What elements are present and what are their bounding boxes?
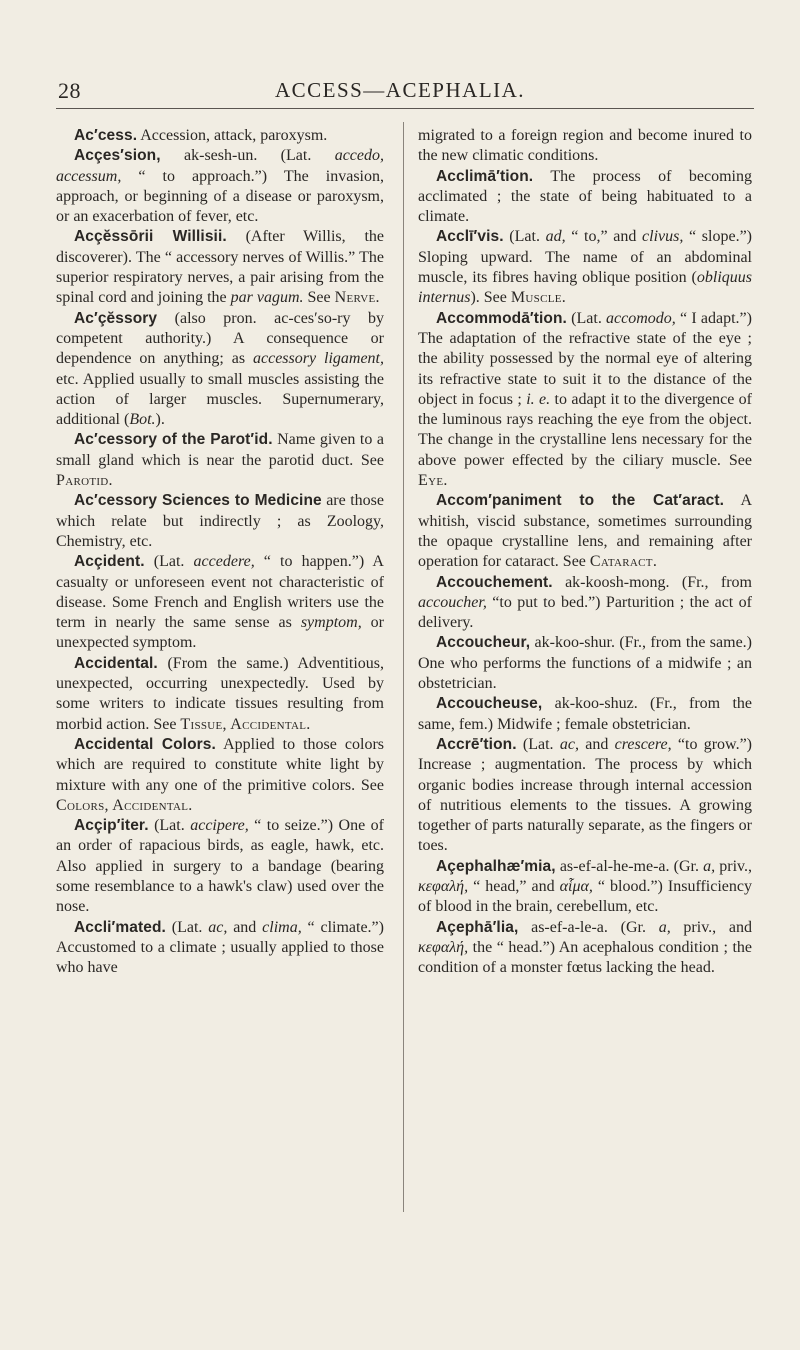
entry-italic-text: accoucher, <box>418 593 487 611</box>
dictionary-entry <box>418 735 752 857</box>
entry-text: “ head,” and <box>468 877 560 895</box>
entry-text: ak-koosh-mong. (Fr., from <box>552 573 752 591</box>
dictionary-entry <box>56 491 384 552</box>
entry-headword: Accidental. <box>74 654 158 672</box>
entry-headword: Acçip′iter. <box>74 817 149 835</box>
entry-text: as-ef-a-le-a. (Gr. <box>518 918 659 936</box>
dictionary-entry <box>418 633 752 694</box>
entry-text: (Lat. <box>165 918 209 936</box>
entry-text: ak-koo-shur. (Fr., from the same.) One who performs the functions of a midwife ; an obstetrician. <box>418 634 752 693</box>
entry-text: migrated to a foreign region and become inured to the new climatic conditions. <box>418 127 752 165</box>
entry-italic-text: i. e. <box>526 390 551 408</box>
entry-text: “ to approach.”) The invasion, approach, or beginning of a disease or paroxysm, or an exacerbation of fever, etc. <box>56 167 384 226</box>
entry-italic-text: par vagum. <box>230 289 304 307</box>
dictionary-entry <box>418 491 752 572</box>
entry-italic-text: crescere, <box>614 735 672 753</box>
entry-italic-text: a, <box>703 857 716 875</box>
header-rule <box>56 108 754 109</box>
column-divider <box>403 122 404 1212</box>
entry-italic-text: obliquus internus <box>418 269 752 307</box>
dictionary-entry <box>418 857 752 918</box>
dictionary-entry <box>56 552 384 653</box>
entry-text: (Lat. <box>503 228 546 246</box>
entry-text: ak-sesh-un. (Lat. <box>160 147 335 165</box>
entry-italic-text: ad, <box>545 228 566 246</box>
entry-text: (Lat. <box>144 553 194 571</box>
dictionary-entry <box>56 146 384 227</box>
dictionary-entry <box>418 227 752 308</box>
cross-reference: Cataract. <box>589 553 658 571</box>
entry-italic-text: αἷμα, <box>559 877 593 895</box>
entry-text: A whitish, viscid substance, sometimes surrounding the opaque crystalline lens, and remaining after operation for cataract. See <box>418 492 752 571</box>
dictionary-entry <box>56 227 384 308</box>
entry-headword: Accoucheur, <box>436 634 531 652</box>
entry-headword: Accommodā′tion. <box>436 309 567 327</box>
left-column <box>56 126 384 978</box>
entry-text: ). <box>155 411 165 429</box>
entry-text: “ to happen.”) A casualty or unforeseen event not characteristic of disease. Some French and English writers use the term in nearly the same sense as <box>56 553 384 632</box>
entry-headword: Ac′cessory Sciences to Medicine <box>74 492 322 510</box>
dictionary-entry <box>418 167 752 228</box>
entry-headword: Accidental Colors. <box>74 735 216 753</box>
entry-text: etc. Applied usually to small muscles assisting the action of larger muscles. Supernumerary, additional ( <box>56 370 384 429</box>
entry-headword: Acçĕssōrii Willisii. <box>74 228 227 246</box>
entry-text: (Lat. <box>148 817 191 835</box>
cross-reference: Eye. <box>418 472 448 490</box>
entry-text: “ climate.”) Accustomed to a climate ; usually applied to those who have <box>56 918 384 977</box>
entry-italic-text: κεφαλή, <box>418 938 469 956</box>
entry-text: (also pron. ac-ces′so-ry by competent authority.) A consequence or dependence on anything; as <box>56 309 384 368</box>
running-title: ACCESS—ACEPHALIA. <box>274 78 526 102</box>
entry-text: “ I adapt.”) The adaptation of the refractive state of the eye ; the ability possessed by the normal eye of altering its refractive state to suit it to the distance of the object in focus ; <box>418 309 752 408</box>
entry-italic-text: clivus, <box>642 228 684 246</box>
entry-text: “ blood.”) Insufficiency of blood in the brain, cerebellum, etc. <box>418 877 752 916</box>
right-column <box>418 126 752 978</box>
entry-text: priv., <box>715 857 752 875</box>
entry-text: Applied to those colors which are required to constitute white light by mixture with any one of the primitive colors. See <box>56 735 385 794</box>
entry-text: (Lat. <box>516 735 560 753</box>
entry-text: ak-koo-shuz. (Fr., from the same, fem.) Midwife ; female obstetrician. <box>418 695 752 733</box>
entry-italic-text: Bot. <box>129 411 156 429</box>
entry-headword: Ac′cessory of the Parot′id. <box>74 431 273 449</box>
dictionary-entry <box>418 694 752 735</box>
entry-headword: Accouchement. <box>436 573 553 591</box>
entry-text: (From the same.) Adventitious, unexpected, occurring unexpectedly. Used by some writers to indicate tissues resulting from morbid action. See <box>56 654 384 733</box>
entry-text: are those which relate but indirectly ; as Zoology, Chemistry, etc. <box>56 492 384 550</box>
dictionary-entry <box>56 816 384 917</box>
entry-text: “ to,” and <box>565 228 643 246</box>
entry-text: and <box>578 735 615 753</box>
dictionary-entry <box>56 654 384 735</box>
entry-text: and <box>227 918 263 936</box>
entry-text: (After Willis, the discoverer). The “ accessory nerves of Willis.” The superior respiratory nerves, a pair arising from the spinal cord and joining the <box>56 228 384 307</box>
entry-italic-text: accedo, accessum, <box>56 147 384 185</box>
entry-text: See <box>303 289 335 307</box>
cross-reference: Nerve. <box>334 289 380 307</box>
entry-headword: Açephā′lia, <box>436 918 519 936</box>
dictionary-entry <box>418 126 752 167</box>
page-number: 28 <box>58 78 81 103</box>
entry-italic-text: κεφαλή, <box>418 877 469 895</box>
entry-italic-text: accipere, <box>190 817 249 835</box>
entry-text: Accession, attack, paroxysm. <box>137 127 328 144</box>
entry-text: (Lat. <box>566 309 607 327</box>
page-header <box>0 78 800 108</box>
dictionary-entry <box>56 309 384 431</box>
entry-headword: Accrē′tion. <box>436 735 517 753</box>
entry-text: priv., and <box>670 918 752 936</box>
entry-headword: Acclimā′tion. <box>436 167 534 185</box>
dictionary-entry <box>56 735 384 816</box>
dictionary-entry <box>56 918 384 979</box>
dictionary-entry <box>418 573 752 634</box>
dictionary-entry <box>56 430 384 491</box>
entry-italic-text: accedere, <box>193 553 255 571</box>
entry-text: Name given to a small gland which is near the parotid duct. See <box>56 431 384 469</box>
entry-headword: Acçes′sion, <box>74 147 161 165</box>
entry-headword: Accli′mated. <box>74 918 166 936</box>
entry-text: the “ head.”) An acephalous condition ; the condition of a monster fœtus lacking the head. <box>418 938 752 977</box>
entry-headword: Ac′çĕssory <box>74 309 158 327</box>
entry-italic-text: ac, <box>208 918 228 936</box>
entry-headword: Ac′cess. <box>74 127 138 144</box>
entry-italic-text: accomodo, <box>606 309 676 327</box>
dictionary-entry <box>418 918 752 979</box>
entry-text: or unexpected symptom. <box>56 614 384 652</box>
entry-italic-text: accessory ligament, <box>253 350 385 368</box>
entry-headword: Acçident. <box>74 553 145 571</box>
cross-reference: Parotid. <box>56 472 113 490</box>
entry-headword: Acclī′vis. <box>436 228 504 246</box>
entry-headword: Accoucheuse, <box>436 695 543 713</box>
entry-italic-text: a, <box>658 918 671 936</box>
entry-text: “to put to bed.”) Parturition ; the act of delivery. <box>418 593 752 632</box>
entry-text: “ to seize.”) One of an order of rapacious birds, as eagle, hawk, etc. Also applied in surgery to a bandage (bearing some resemblance to a hawk's claw) used over the nose. <box>56 817 385 916</box>
entry-text: ). See <box>470 289 511 307</box>
cross-reference: Colors, Accidental. <box>56 796 193 814</box>
entry-text: as-ef-al-he-me-a. (Gr. <box>555 857 704 875</box>
entry-headword: Açephalhæ′mia, <box>436 857 556 875</box>
cross-reference: Tissue, Accidental. <box>180 715 311 733</box>
entry-text: “to grow.”) Increase ; augmentation. The process by which organic bodies increase through internal accession of nutritious elements to the tissues. A growing together of parts naturally separate, as the fingers or toes. <box>418 735 753 855</box>
entry-italic-text: clima, <box>262 918 302 936</box>
dictionary-entry <box>418 309 752 492</box>
entry-italic-text: ac, <box>559 735 579 753</box>
dictionary-entry <box>56 126 384 146</box>
entry-headword: Accom′paniment to the Cat′aract. <box>436 492 725 510</box>
entry-text: The process of becoming acclimated ; the state of being habituated to a climate. <box>418 167 752 226</box>
entry-text: “ slope.”) Sloping upward. The name of an abdominal muscle, its fibres having oblique position ( <box>418 228 752 287</box>
entry-italic-text: symptom, <box>300 614 362 632</box>
entry-text: to adapt it to the divergence of the luminous rays reaching the eye from the object. The change in the crystalline lens necessary for the above power effected by the ciliary muscle. See <box>418 390 753 469</box>
cross-reference: Muscle. <box>510 289 567 307</box>
